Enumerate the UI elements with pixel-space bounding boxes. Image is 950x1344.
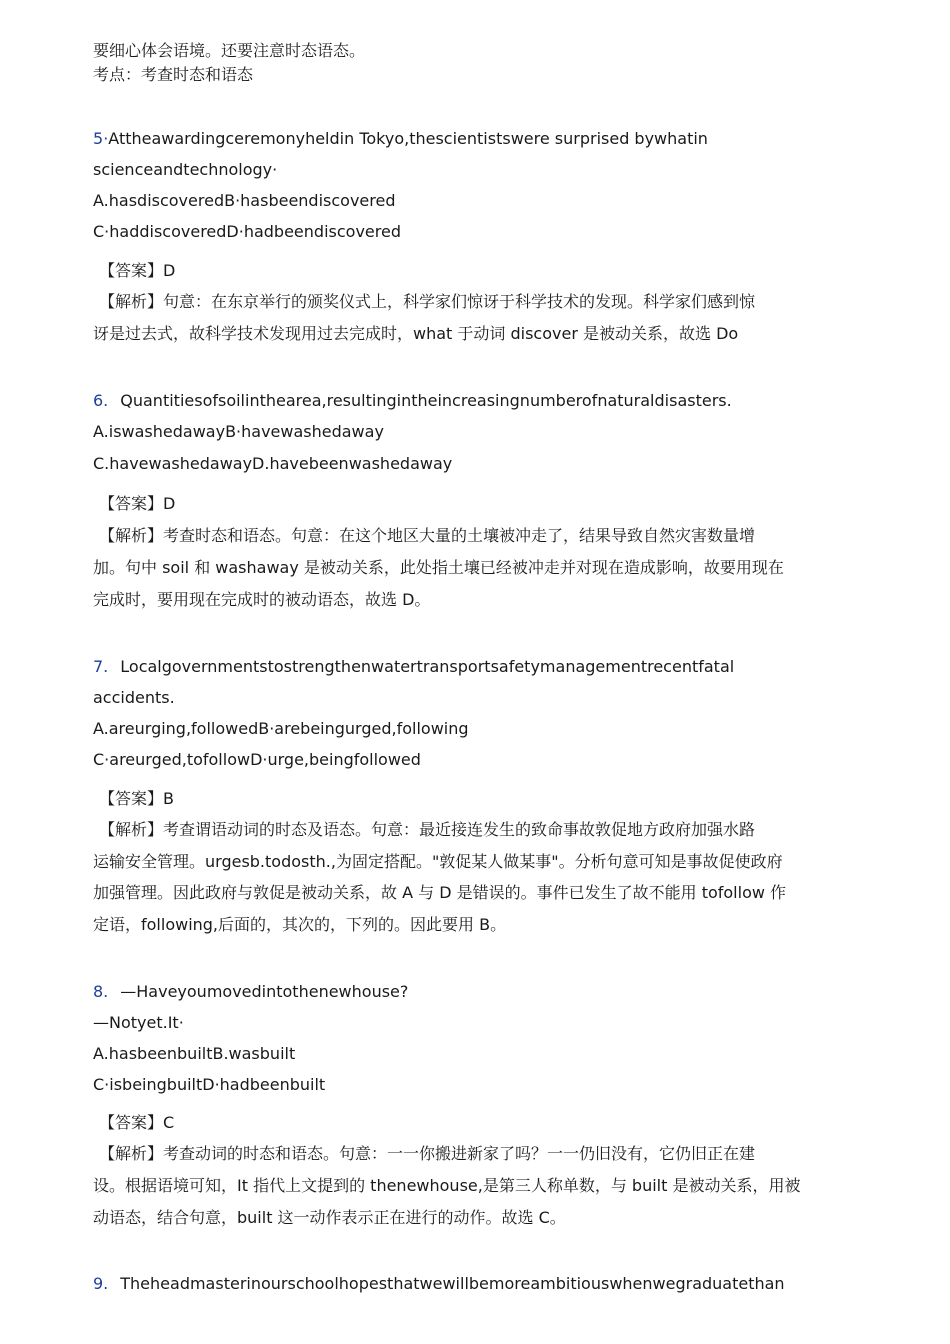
question-number: 9. <box>93 1274 109 1293</box>
question-8-analysis-2: 设。根据语境可知，It 指代上文提到的 thenewhouse,是第三人称单数，与 built 是被动关系，用被 <box>93 1176 801 1195</box>
question-7-analysis-2: 运输安全管理。urgesb.todosth.,为固定搭配。"敦促某人做某事"。分析句意可知是事故促使政府 <box>93 852 783 871</box>
question-9-stem <box>93 1273 863 1295</box>
question-7-stem-cont: accidents. <box>93 688 175 707</box>
question-7-analysis-3: 加强管理。因此政府与敦促是被动关系，故 A 与 D 是错误的。事件已发生了故不能用 tofollow 作 <box>93 883 787 902</box>
question-6-analysis-1: 【解析】考查时态和语态。句意：在这个地区大量的土壤被冲走了，结果导致自然灾害数量增 <box>99 526 756 545</box>
question-number: 5 <box>93 129 104 148</box>
question-text: Quantitiesofsoilinthearea,resultingintheincreasingnumberofnaturaldisasters. <box>120 391 732 410</box>
question-7-answer: 【答案】B <box>99 789 174 808</box>
question-number: 7. <box>93 657 109 676</box>
question-7-options-cd: C·areurged,tofollowD·urge,beingfollowed <box>93 750 421 769</box>
question-7-stem <box>93 656 863 678</box>
question-7-analysis-1: 【解析】考查谓语动词的时态及语态。句意：最近接连发生的致命事故敦促地方政府加强水路 <box>99 820 756 839</box>
question-number: 8. <box>93 982 109 1001</box>
question-6-analysis-2: 加。句中 soil 和 washaway 是被动关系，此处指土壤已经被冲走并对现在造成影响，故要用现在 <box>93 558 784 577</box>
question-5-options-cd: C·haddiscoveredD·hadbeendiscovered <box>93 222 401 241</box>
question-separator: · <box>103 129 109 148</box>
question-8-answer: 【答案】C <box>99 1113 175 1132</box>
question-6-options-cd: C.havewashedawayD.havebeenwashedaway <box>93 454 453 473</box>
question-5-stem <box>93 128 863 150</box>
intro-key-point: 考点：考查时态和语态 <box>93 65 254 84</box>
question-5-stem-cont: scienceandtechnology· <box>93 160 278 179</box>
question-8-options-ab: A.hasbeenbuiltB.wasbuilt <box>93 1044 296 1063</box>
intro-text: 要细心体会语境。还要注意时态语态。 <box>93 41 366 60</box>
question-7-analysis-4: 定语，following,后面的，其次的，下列的。因此要用 B。 <box>93 915 507 934</box>
question-5-answer: 【答案】D <box>99 261 176 280</box>
question-text: Localgovernmentstostrengthenwatertransportsafetymanagementrecentfatal <box>120 657 735 676</box>
question-5-analysis-1: 【解析】句意：在东京举行的颁奖仪式上，科学家们惊讶于科学技术的发现。科学家们感到惊 <box>99 292 756 311</box>
question-8-stem-cont: —Notyet.It· <box>93 1013 184 1032</box>
question-5-analysis-2: 讶是过去式，故科学技术发现用过去完成时，what 于动词 discover 是被动关系，故选 Do <box>93 324 739 343</box>
question-number: 6. <box>93 391 109 410</box>
question-text: Theheadmasterinourschoolhopesthatwewillbemoreambitiouswhenwegraduatethan <box>120 1274 785 1293</box>
question-6-answer: 【答案】D <box>99 494 176 513</box>
question-5-options-ab: A.hasdiscoveredB·hasbeendiscovered <box>93 191 396 210</box>
question-8-analysis-1: 【解析】考查动词的时态和语态。句意：一一你搬进新家了吗？一一仍旧没有，它仍旧正在建 <box>99 1144 756 1163</box>
question-8-stem <box>93 981 863 1003</box>
question-8-analysis-3: 动语态，结合句意，built 这一动作表示正在进行的动作。故选 C。 <box>93 1208 566 1227</box>
question-6-analysis-3: 完成时，要用现在完成时的被动语态，故选 D。 <box>93 590 431 609</box>
question-text: —Haveyoumovedintothenewhouse? <box>120 982 409 1001</box>
question-7-options-ab: A.areurging,followedB·arebeingurged,following <box>93 719 469 738</box>
question-6-options-ab: A.iswashedawayB·havewashedaway <box>93 422 384 441</box>
question-8-options-cd: C·isbeingbuiltD·hadbeenbuilt <box>93 1075 326 1094</box>
question-6-stem <box>93 390 863 412</box>
question-text: Attheawardingceremonyheldin Tokyo,thescientistswere surprised bywhatin <box>108 129 708 148</box>
